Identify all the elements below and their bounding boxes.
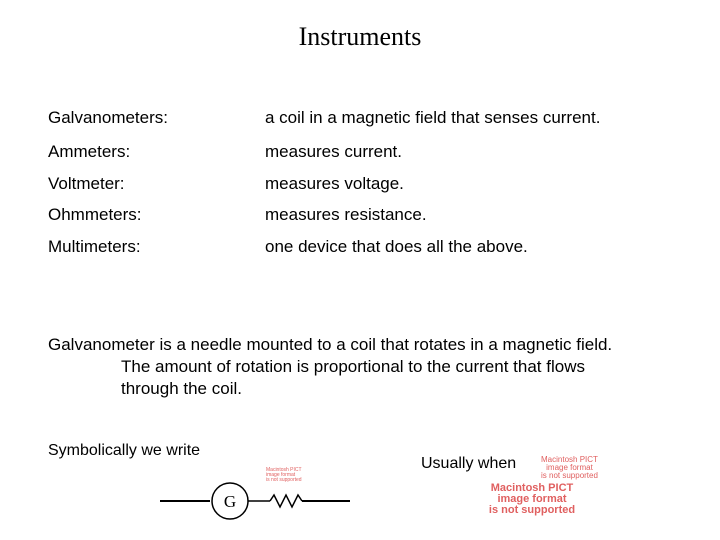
term-label: Galvanometers: [48,108,168,127]
resistor-zigzag [270,495,302,507]
paragraph-line-2: The amount of rotation is proportional to the current that flows [121,357,585,376]
usually-when-text: Usually when [421,455,517,472]
pict-line: Macintosh PICT [266,467,302,473]
term-label: Ammeters: [48,142,131,161]
pict-line: image format [497,493,567,505]
paragraph-line-3: through the coil. [121,379,242,398]
symbolically-text: Symbolically we write [48,442,201,459]
paragraph-line-1: Galvanometer is a needle mounted to a coil that rotates in a magnetic field. [48,335,613,354]
pict-line: is not supported [266,477,302,483]
term-label: Ohmmeters: [48,205,142,224]
definition-text: measures voltage. [265,174,404,193]
pict-line: image format [266,472,296,478]
definition-text: measures resistance. [265,205,427,224]
pict-line: is not supported [541,471,598,480]
term-label: Multimeters: [48,237,141,256]
galvanometer-label: G [223,492,237,511]
definition-text: measures current. [265,142,402,161]
pict-line: image format [546,463,593,472]
pict-line: Macintosh PICT [541,455,598,464]
galvanometer-circuit-symbol [160,478,356,528]
pict-line: is not supported [488,504,576,516]
pict-placeholder-large [452,483,612,516]
pict-placeholder-small [541,456,598,480]
definition-text: a coil in a magnetic field that senses current. [265,108,601,127]
term-label: Voltmeter: [48,174,125,193]
pict-line: Macintosh PICT [490,482,574,494]
definition-text: one device that does all the above. [265,237,528,256]
galvanometer-paragraph [48,334,688,400]
slide-title: Instruments [298,22,422,51]
